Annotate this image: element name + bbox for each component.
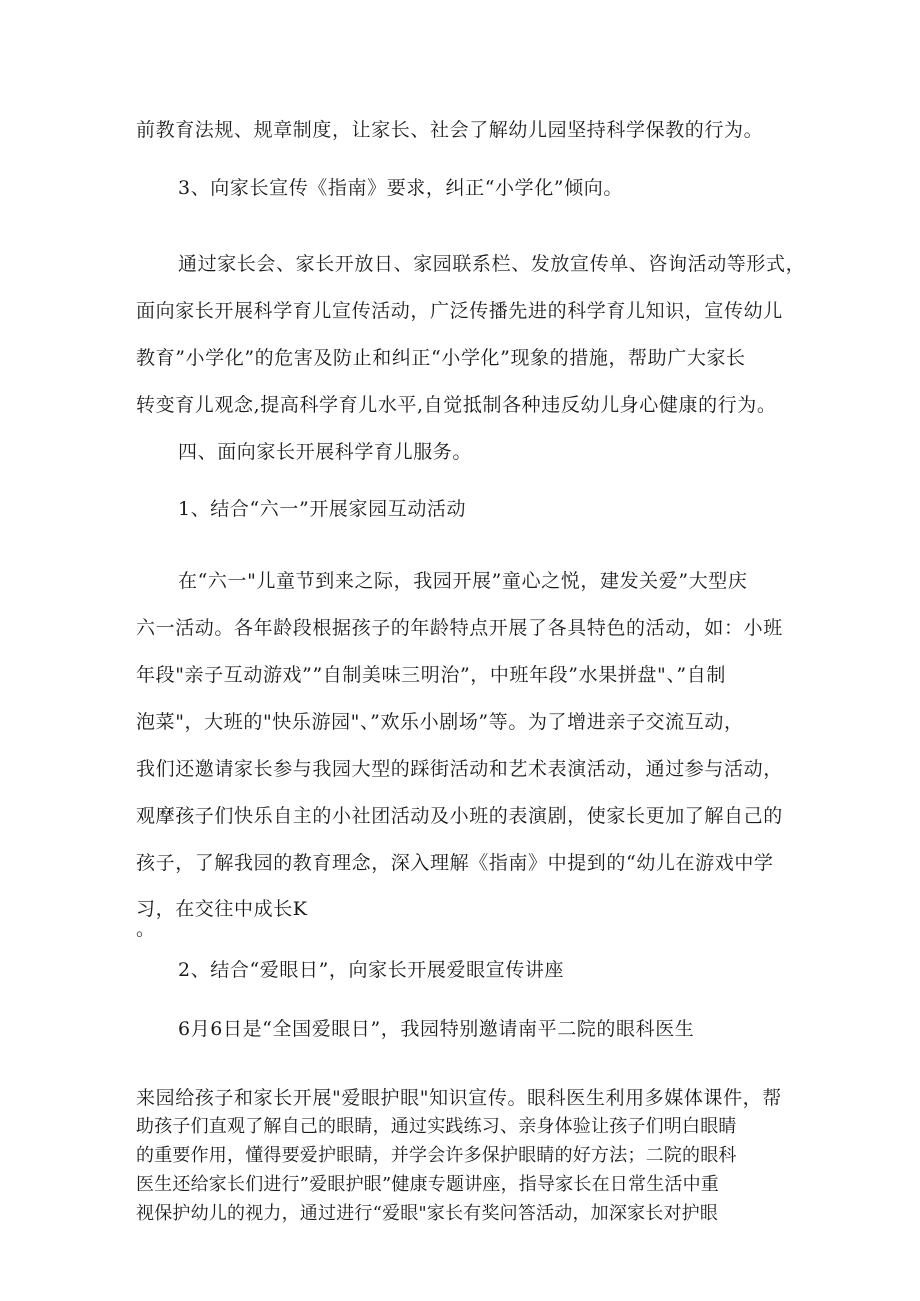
text-line: 通过家长会、家长开放日、家园联系栏、发放宣传单、咨询活动等形式， (178, 253, 806, 275)
text-line: 2、结合“爱眼日”，向家长开展爱眼宣传讲座 (178, 959, 565, 981)
text-line: 观摩孩子们快乐自主的小社团活动及小班的表演剧，使家长更加了解自己的 (136, 805, 783, 827)
text-line: 在“六一"儿童节到来之际，我园开展”童心之悦，建发关爱”大型庆 (178, 570, 748, 592)
text-line: 3、向家长宣传《指南》要求，纠正“小学化”倾向。 (178, 177, 623, 199)
text-line: 6月6日是“全国爱眼日”，我园特别邀请南平二院的眼科医生 (178, 1018, 695, 1040)
text-line: 转变育儿观念,提高科学育儿水平,自觉抵制各种违反幼儿身心健康的行为。 (136, 394, 777, 416)
text-line: 我们还邀请家长参与我园大型的踩街活动和艺术表演活动，通过参与活动， (136, 758, 783, 780)
text-line: 面向家长开展科学育儿宣传活动，广泛传播先进的科学育儿知识，宣传幼儿 (136, 300, 783, 322)
text-line: 泡菜"，大班的"快乐游园"、”欢乐小剧场”等。为了增进亲子交流互动， (136, 711, 744, 733)
text-line: 年段"亲子互动游戏””自制美味三明治”，中班年段”水果拼盘"、”自制 (136, 664, 726, 686)
text-line: 的重要作用，懂得要爱护眼睛，并学会许多保护眼睛的好方法；二院的眼科 (136, 1145, 737, 1166)
text-line: 孩子，了解我园的教育理念，深入理解《指南》中提到的“幼儿在游戏中学 (136, 852, 774, 874)
text-line: 。 (136, 918, 156, 940)
text-line: 四、面向家长开展科学育儿服务。 (178, 441, 473, 463)
text-line: 习，在交往中成长K (136, 898, 308, 920)
text-line: 视保护幼儿的视力，通过进行“爱眼"家长有奖问答活动，加深家长对护眼 (136, 1203, 719, 1224)
text-line: 六一活动。各年龄段根据孩子的年龄特点开展了各具特色的活动，如：小班 (136, 617, 783, 639)
text-line: 助孩子们直观了解自己的眼睛，通过实践练习、亲身体验让孩子们明白眼睛 (136, 1116, 737, 1137)
text-line: 教育”小学化”的危害及防止和纠正“小学化”现象的措施，帮助广大家长 (136, 347, 746, 369)
text-line: 1、结合“六一”开展家园互动活动 (178, 498, 467, 520)
text-line: 前教育法规、规章制度，让家长、社会了解幼儿园坚持科学保教的行为。 (136, 119, 764, 141)
text-line: 来园给孩子和家长开展"爱眼护眼"知识宣传。眼科医生利用多媒体课件，帮 (136, 1087, 782, 1109)
text-line: 医生还给家长们进行”爱眼护眼”健康专题讲座，指导家长在日常生活中重 (136, 1174, 720, 1195)
